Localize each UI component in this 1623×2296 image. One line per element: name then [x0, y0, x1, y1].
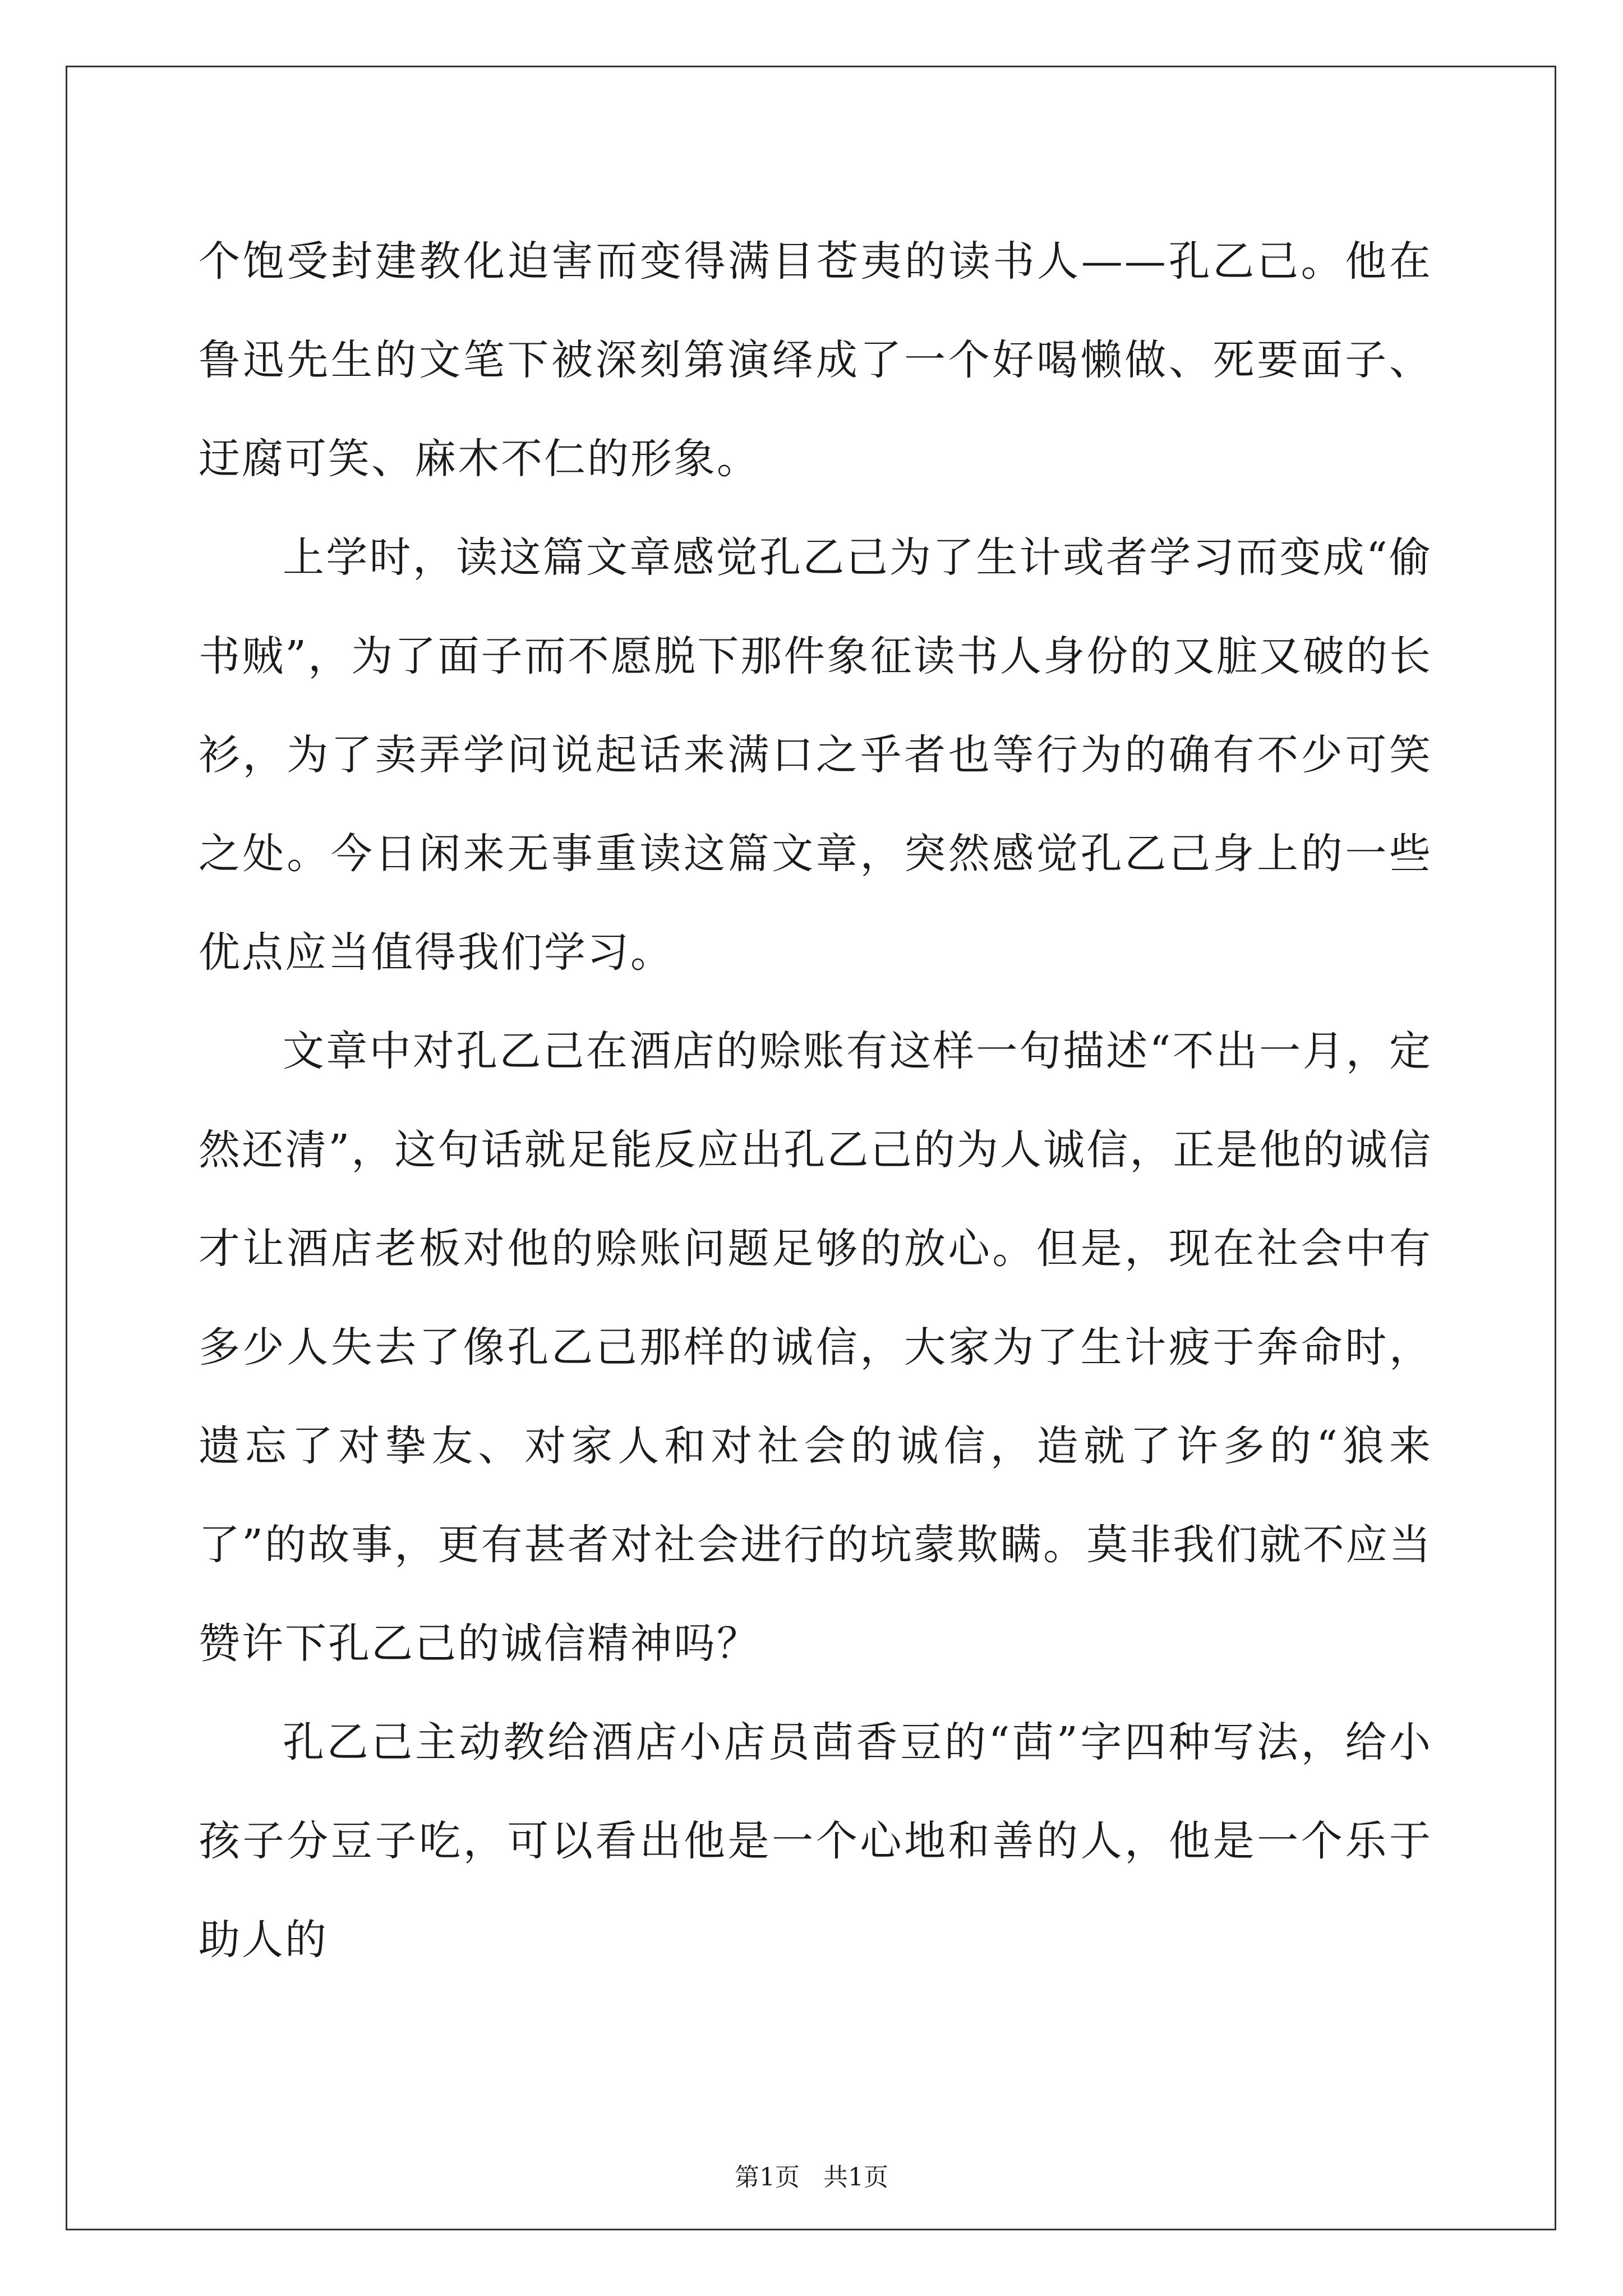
paragraph-4: 孔乙己主动教给酒店小店员茴香豆的“茴”字四种写法，给小孩子分豆子吃，可以看出他是一个心地和善的人，他是一个乐于助人的	[199, 1718, 1432, 1964]
paragraph-1: 个饱受封建教化迫害而变得满目苍夷的读书人——孔乙己。他在鲁迅先生的文笔下被深刻第演绎成了一个好喝懒做、死要面子、迂腐可笑、麻木不仁的形象。	[199, 237, 1432, 483]
paragraph-3: 文章中对孔乙己在酒店的赊账有这样一句描述“不出一月，定然还清”，这句话就足能反应出孔乙己的为人诚信，正是他的诚信才让酒店老板对他的赊账问题足够的放心。但是，现在社会中有多少人失去了像孔乙己那样的诚信，大家为了生计疲于奔命时，遗忘了对挚友、对家人和对社会的诚信，造就了许多的“狼来了”的故事，更有甚者对社会进行的坑蒙欺瞒。莫非我们就不应当赞许下孔乙己的诚信精神吗？	[199, 1027, 1432, 1668]
document-body	[199, 212, 1432, 1989]
page-footer: 第1页 共1页	[735, 2163, 888, 2192]
paragraph-2: 上学时，读这篇文章感觉孔乙己为了生计或者学习而变成“偷书贼”，为了面子而不愿脱下那件象征读书人身份的又脏又破的长衫，为了卖弄学问说起话来满口之乎者也等行为的确有不少可笑之处。今日闲来无事重读这篇文章，突然感觉孔乙己身上的一些优点应当值得我们学习。	[199, 533, 1432, 977]
